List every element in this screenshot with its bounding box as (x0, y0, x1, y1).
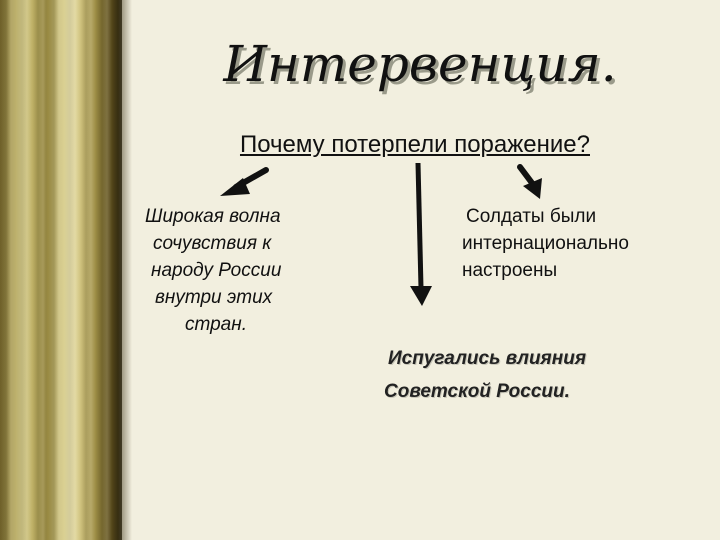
arrow-left (220, 170, 266, 196)
reason-soviet-influence (380, 342, 586, 408)
reason-line: Широкая волна (145, 206, 281, 227)
slide-subtitle: Почему потерпели поражение? (239, 131, 590, 158)
reason-line: настроены (462, 260, 558, 281)
reason-line: внутри этих (155, 287, 273, 308)
reason-line: Солдаты были (466, 206, 597, 227)
arrow-right (520, 167, 542, 199)
reason-soldiers (462, 203, 629, 284)
reason-line: народу России (151, 260, 282, 281)
reason-line: интернационально (462, 233, 629, 254)
reason-line: стран. (185, 314, 247, 335)
reason-line: Испугались влияния (388, 348, 587, 369)
reason-line: сочувствия к (153, 233, 272, 254)
reason-sympathy (145, 203, 281, 338)
slide-title: Интервенция. (223, 35, 617, 93)
arrow-center (410, 163, 432, 306)
reason-line: Советской России. (384, 381, 570, 402)
